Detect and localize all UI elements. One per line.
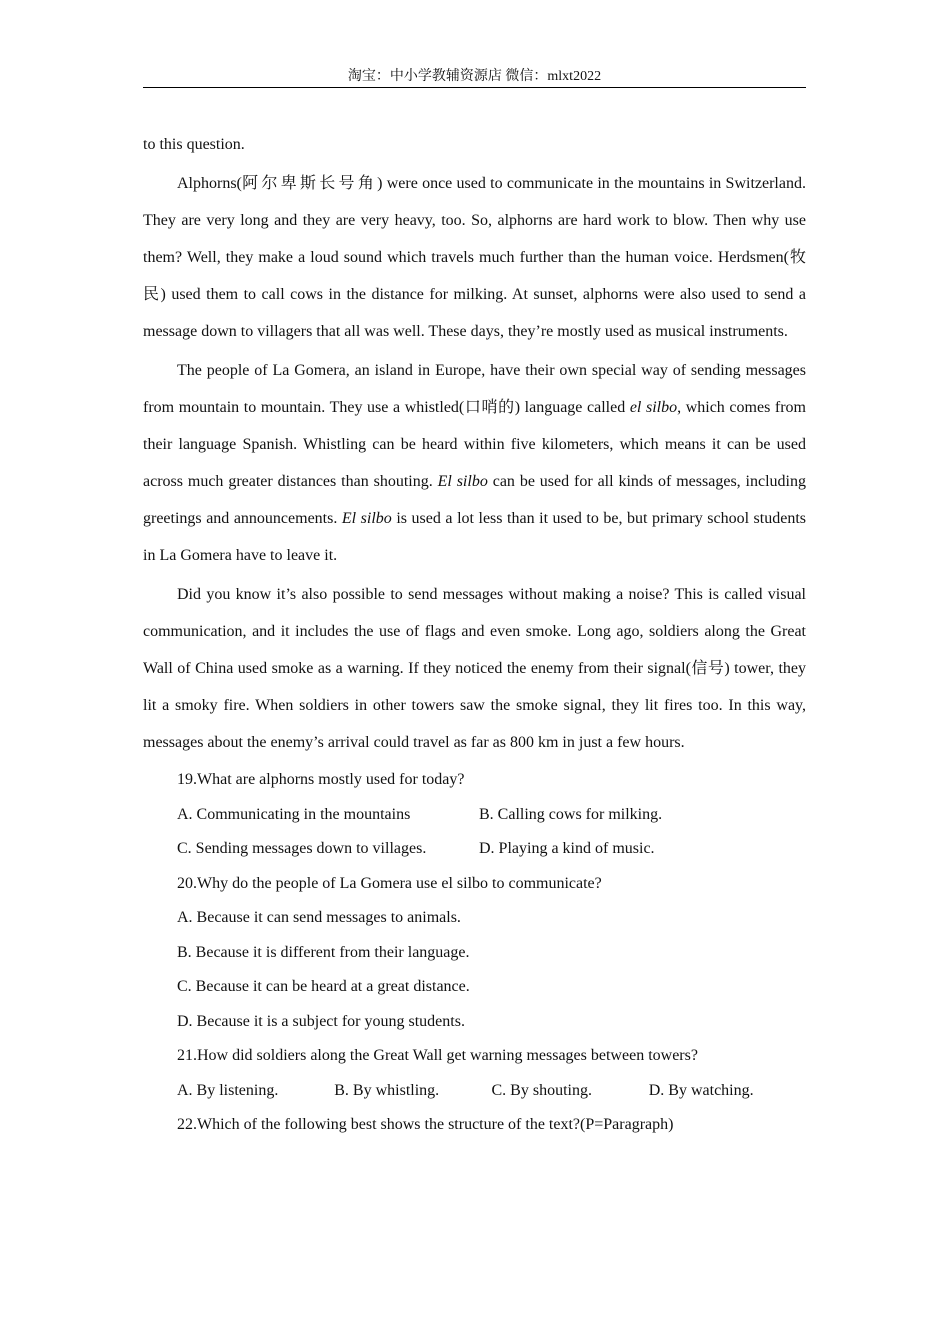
question-stem: 21.How did soldiers along the Great Wall get warning messages between towers?: [177, 1047, 698, 1064]
question-stem: 22.Which of the following best shows the structure of the text?(P=Paragraph): [177, 1116, 674, 1133]
paragraph-text: ) tower, they lit a smoky fire. When soldiers in other towers saw the smoke signal, they lit fires too. In this way, messages about the enemy’s arrival could travel as far as 800 km in just a few hours.: [143, 660, 806, 751]
italic-term: el silbo: [629, 399, 678, 416]
option-a: A. By listening.: [177, 1081, 279, 1099]
option-b: B. By whistling.: [334, 1081, 440, 1099]
paragraph-text: ) were once used to communicate in the mountains in Switzerland. They are very long and they are very heavy, too. So, alphorns are hard work to blow. Then why use them? Well, they make a loud sound which travels much further than the human voice. Herdsmen(: [143, 175, 806, 266]
option-c: C. Because it can be heard at a great distance.: [177, 978, 470, 995]
option-d: D. By watching.: [648, 1081, 754, 1099]
question-19: [143, 763, 806, 867]
option-c: C. Sending messages down to villages.: [177, 840, 427, 857]
passage-paragraph-1: [143, 165, 806, 350]
paragraph-text: can be used for all kinds of messages, including greetings and announcements.: [143, 473, 806, 527]
italic-term: El silbo: [341, 510, 392, 527]
option-a: A. Communicating in the mountains: [177, 805, 411, 823]
passage-paragraph-3: [143, 576, 806, 761]
header-text: 淘宝：中小学教辅资源店 微信：mlxt2022: [347, 69, 602, 84]
paragraph-text: to this question.: [143, 136, 245, 153]
option-c: C. By shouting.: [491, 1081, 592, 1099]
option-b: B. Calling cows for milking.: [479, 805, 663, 823]
option-b: B. Because it is different from their language.: [177, 943, 470, 961]
options-row: [143, 1074, 806, 1109]
page-header: [143, 66, 806, 88]
question-stem: 20.Why do the people of La Gomera use el silbo to communicate?: [177, 874, 602, 892]
option-d: D. Playing a kind of music.: [479, 840, 655, 857]
paragraph-text: Alphorns(: [177, 175, 242, 192]
option-a: A. Because it can send messages to animals.: [177, 909, 461, 926]
question-21: [143, 1039, 806, 1108]
page-content: [143, 126, 806, 1143]
paragraph-text: Did you know it’s also possible to send messages without making a noise? This is called visual communication, and it includes the use of flags and even smoke. Long ago, soldiers along the Great Wall of China used smoke as a warning. If they noticed the enemy from their signal(: [143, 586, 806, 677]
chinese-gloss: 牧民: [143, 249, 806, 303]
passage-paragraph-2: [143, 352, 806, 574]
paragraph-text: is used a lot less than it used to be, but primary school students in La Gomera have to leave it.: [143, 510, 806, 564]
option-d: D. Because it is a subject for young students.: [177, 1012, 465, 1030]
paragraph-text: ) language called: [514, 399, 630, 416]
italic-term: El silbo: [437, 473, 488, 490]
question-20: [143, 867, 806, 1040]
chinese-gloss: 口哨的: [464, 399, 515, 416]
passage-paragraph-0: [143, 126, 806, 163]
chinese-gloss: 阿尔卑斯长号角: [241, 175, 378, 192]
paragraph-text: The people of La Gomera, an island in Europe, have their own special way of sending messages from mountain to mountain. They use a whistled(: [143, 362, 806, 416]
options-row: [143, 832, 806, 867]
options-row: [143, 798, 806, 833]
question-stem: 19.What are alphorns mostly used for today?: [177, 771, 465, 788]
paragraph-text: ) used them to call cows in the distance for milking. At sunset, alphorns were also used to send a message down to villagers that all was well. These days, they’re mostly used as musical instruments.: [143, 286, 806, 340]
chinese-gloss: 信号: [690, 660, 725, 677]
question-22: [143, 1108, 806, 1143]
paragraph-text: , which comes from their language Spanish. Whistling can be heard within five kilometers, which means it can be used across much greater distances than shouting.: [143, 399, 806, 490]
